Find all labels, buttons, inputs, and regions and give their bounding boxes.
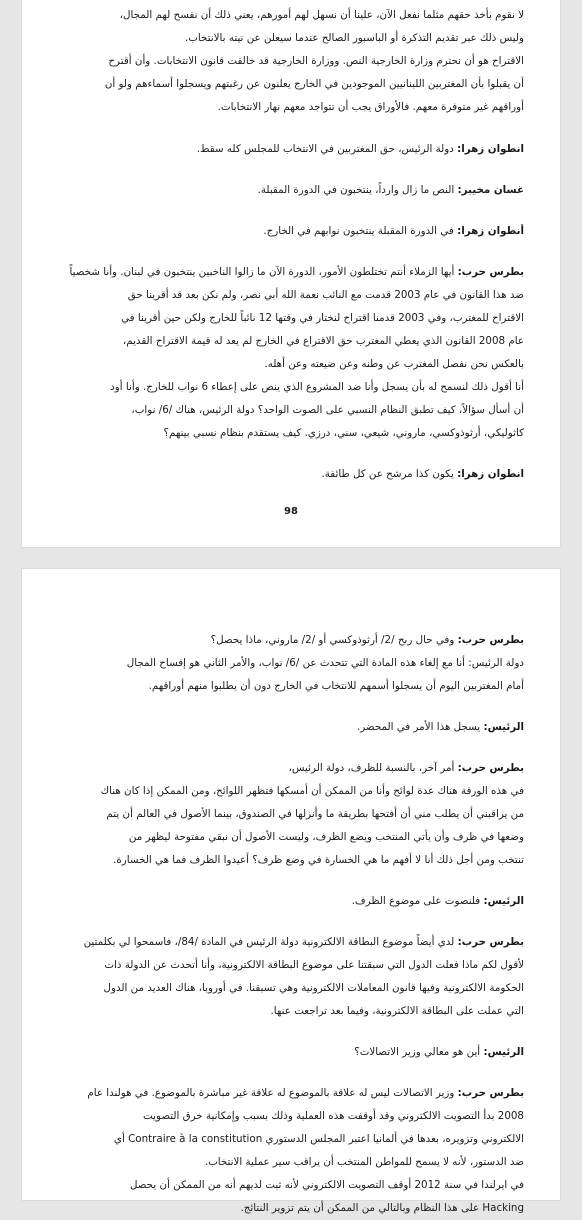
speaker-turn	[56, 890, 524, 913]
speaker-name: الرئيس:	[483, 721, 524, 733]
text-line: دولة الرئيس: أنا مع إلغاء هذه المادة التي تتحدث عن /6/ نواب، والأمر الثاني هو إفساح المجال	[126, 657, 524, 669]
text-line: أوراقهم غير متوفرة معهم. فالأوراق يجب أن تتواجد معهم نهار الانتخابات.	[217, 101, 524, 113]
speaker-name: غسان مخيبر:	[457, 184, 524, 196]
text-line: أنا أقول ذلك لنسمح له بأن يسجل وأنا ضد المشروع الذي ينص على إعطاء 6 نواب للخارج. وأنا أود	[110, 381, 524, 393]
text-line: في هذه الورقة هناك عدة لوائح وأنا من الممكن أن أمسكها فتظهر اللوائح، ومن الممكن إذا كان هناك	[100, 785, 524, 797]
text-line: أمام المغتربين اليوم أن يسجلوا أسمهم للانتخاب في الخارج دون أن يطلبوا منهم أوراقهم.	[148, 680, 524, 692]
speech-text: دولة الرئيس، حق المغتربين في الانتخاب للمجلس كله سقط.	[196, 143, 454, 155]
speaker-turn	[56, 1082, 524, 1220]
document-page-99	[22, 569, 560, 1214]
speaker-name: الرئيس:	[483, 1046, 524, 1058]
text-line: الحكومة الالكترونية وفيها قانون المعاملات الالكترونية وهي تسبقنا. في أوروبا، هناك العديد من الدول	[103, 982, 524, 994]
speaker-name: بطرس حرب:	[457, 1087, 524, 1099]
text-line: من يراقبني أن يطلب مني أن أفتحها بطريقة ما وأنزلها في الصندوق، بينما الأصول في العالم أن يتم	[106, 808, 524, 820]
text-line: 2008 بدأ التصويت الالكتروني وقد أوقفت هذه العملية وذلك بسبب وإمكانية خرق التصويت	[143, 1110, 524, 1122]
speaker-turn	[56, 931, 524, 1023]
speaker-name: بطرس حرب:	[457, 634, 524, 646]
text-line: الاقتراح هو أن نحترم وزارة الخارجية النص. ووزارة الخارجية قد خالفت قانون الانتخابات. وأن أقترح	[108, 55, 524, 67]
speaker-turn	[56, 757, 524, 872]
speaker-name: أنطوان زهرا:	[457, 225, 524, 237]
page-98-body	[56, 4, 524, 486]
speaker-name: انطوان زهرا:	[457, 143, 524, 155]
text-line: عام 2008 القانون الذي يعطي المغترب حق الاقتراع في الخارج لم يعد له قيمة الاقتراح القديم،	[122, 335, 524, 347]
speaker-turn	[56, 716, 524, 739]
speaker-name: الرئيس:	[483, 895, 524, 907]
speaker-name: بطرس حرب:	[457, 266, 524, 278]
speech-text: يسجل هذا الأمر في المحضر.	[356, 721, 481, 733]
speech-text: فلنصوت على موضوع الظرف.	[351, 895, 481, 907]
speaker-turn	[56, 179, 524, 202]
text-line: كاثوليكي، أرثوذوكسي، ماروني، شيعي، سني، درزي. كيف يستقدم بنظام نسبي بينهم؟	[163, 427, 524, 439]
text-line: وليس ذلك عبر تقديم التذكرة أو الباسبور الصالح عندما سيعلن عن نيته بالانتخاب.	[184, 32, 524, 44]
speech-text: لدي أيضاً موضوع البطاقة الالكترونية دولة الرئيس في المادة /84/، فاسمحوا لي بكلمتين	[83, 936, 455, 948]
intro-paragraph	[56, 4, 524, 119]
speech-text: يكون كذا مرشح عن كل طائفة.	[321, 468, 454, 480]
page-99-body	[56, 629, 524, 1220]
text-line: الاقتراح للمغترب، وفي 2003 قدمنا اقتراح لنختار في وقتها 12 نائباً للخارج ولكن حين أقرينا في	[121, 312, 524, 324]
text-line: لا نقوم بأخذ حقهم مثلما نفعل الآن، علينا أن نسهل لهم أمورهم، يعني ذلك أن نفسح لهم المجال،	[119, 9, 524, 21]
text-line: ضد هذا القانون في عام 2003 قدمت مع النائب نعمة الله أبي نصر، ولم نكن بعد قد أقرينا حق	[127, 289, 524, 301]
text-line: أن يقبلوا بأن المغتربين اللبنانيين الموجودين في الخارج يعلنون عن رغبتهم ويسجلوا أسماءهم ولو أن	[104, 78, 524, 90]
speaker-name: انطوان زهرا:	[457, 468, 524, 480]
speaker-turn	[56, 463, 524, 486]
speech-text: أين هو معالي وزير الاتصالات؟	[354, 1046, 481, 1058]
speech-text: أمر آخر، بالنسبة للظرف، دولة الرئيس،	[288, 762, 455, 774]
speech-text: وفي حال ربح /2/ أرثوذوكسي أو /2/ ماروني، ماذا يحصل؟	[210, 634, 455, 646]
text-line: وضعها في ظرف وأن يأتي المنتخب ويضع الظرف، وليست الأصول أن نبقي مفتوحة ليظهر من	[128, 831, 524, 843]
page-number: 98	[284, 506, 298, 517]
speaker-turn	[56, 220, 524, 243]
speaker-turn	[56, 1041, 524, 1064]
speech-text: وزير الاتصالات ليس له علاقة بالموضوع له علاقة غير مباشرة بالموضوع. في هولندا عام	[87, 1087, 455, 1099]
text-line: أن أسأل سؤالاً، كيف تطبق النظام النسبي على الصوت الواحد؟ دولة الرئيس، هناك /6/ نواب،	[131, 404, 524, 416]
speaker-turn	[56, 629, 524, 698]
speech-text: النص ما زال وارداً، ينتخبون في الدورة المقبلة.	[257, 184, 455, 196]
text-line: الالكتروني وتزويره، بعدها في ألمانيا اعتبر المجلس الدستوري Contraire à la constitution أي	[113, 1133, 524, 1145]
text-line: بالعكس نحن نفصل المغترب عن وطنه وعن ضيعته وعن أهله.	[264, 358, 524, 370]
text-line: ضد الدستور، لأنه لا يسمح للمواطن المنتخب أن يراقب سير عملية الانتخاب.	[204, 1156, 524, 1168]
text-line: في ايرلندا في سنة 2012 أوقف التصويت الالكتروني لأنه ثبت لديهم أنه من الممكن أن يحصل	[129, 1179, 524, 1191]
text-line: التي عملت على البطاقة الالكترونية، وفيما بعد تراجعت عنها.	[270, 1005, 524, 1017]
speaker-turn	[56, 138, 524, 161]
document-page-98	[22, 0, 560, 547]
speaker-turn	[56, 261, 524, 445]
text-line: لأقول لكم ماذا فعلت الدول التي سبقتنا على موضوع البطاقة الالكترونية، وأنا أتحدث عن الدولة ذات	[104, 959, 524, 971]
speaker-name: بطرس حرب:	[457, 762, 524, 774]
text-line: تنتخب ومن أجل ذلك أنا لا أفهم ما هي الخسارة في وضع ظرف؟ أعيدوا الظرف فما هي الخسارة.	[113, 854, 524, 866]
speech-text: أيها الزملاء أنتم تختلطون الأمور، الدورة الآن ما زالوا الناخبين ينتخبون في لبنان. وأنا شخصياً	[69, 266, 455, 278]
speech-text: في الدورة المقبلة ينتخبون نوابهم في الخارج.	[263, 225, 454, 237]
speaker-name: بطرس حرب:	[457, 936, 524, 948]
text-line: Hacking على هذا النظام وبالتالي من الممكن أن يتم تزوير النتائج.	[240, 1202, 524, 1214]
